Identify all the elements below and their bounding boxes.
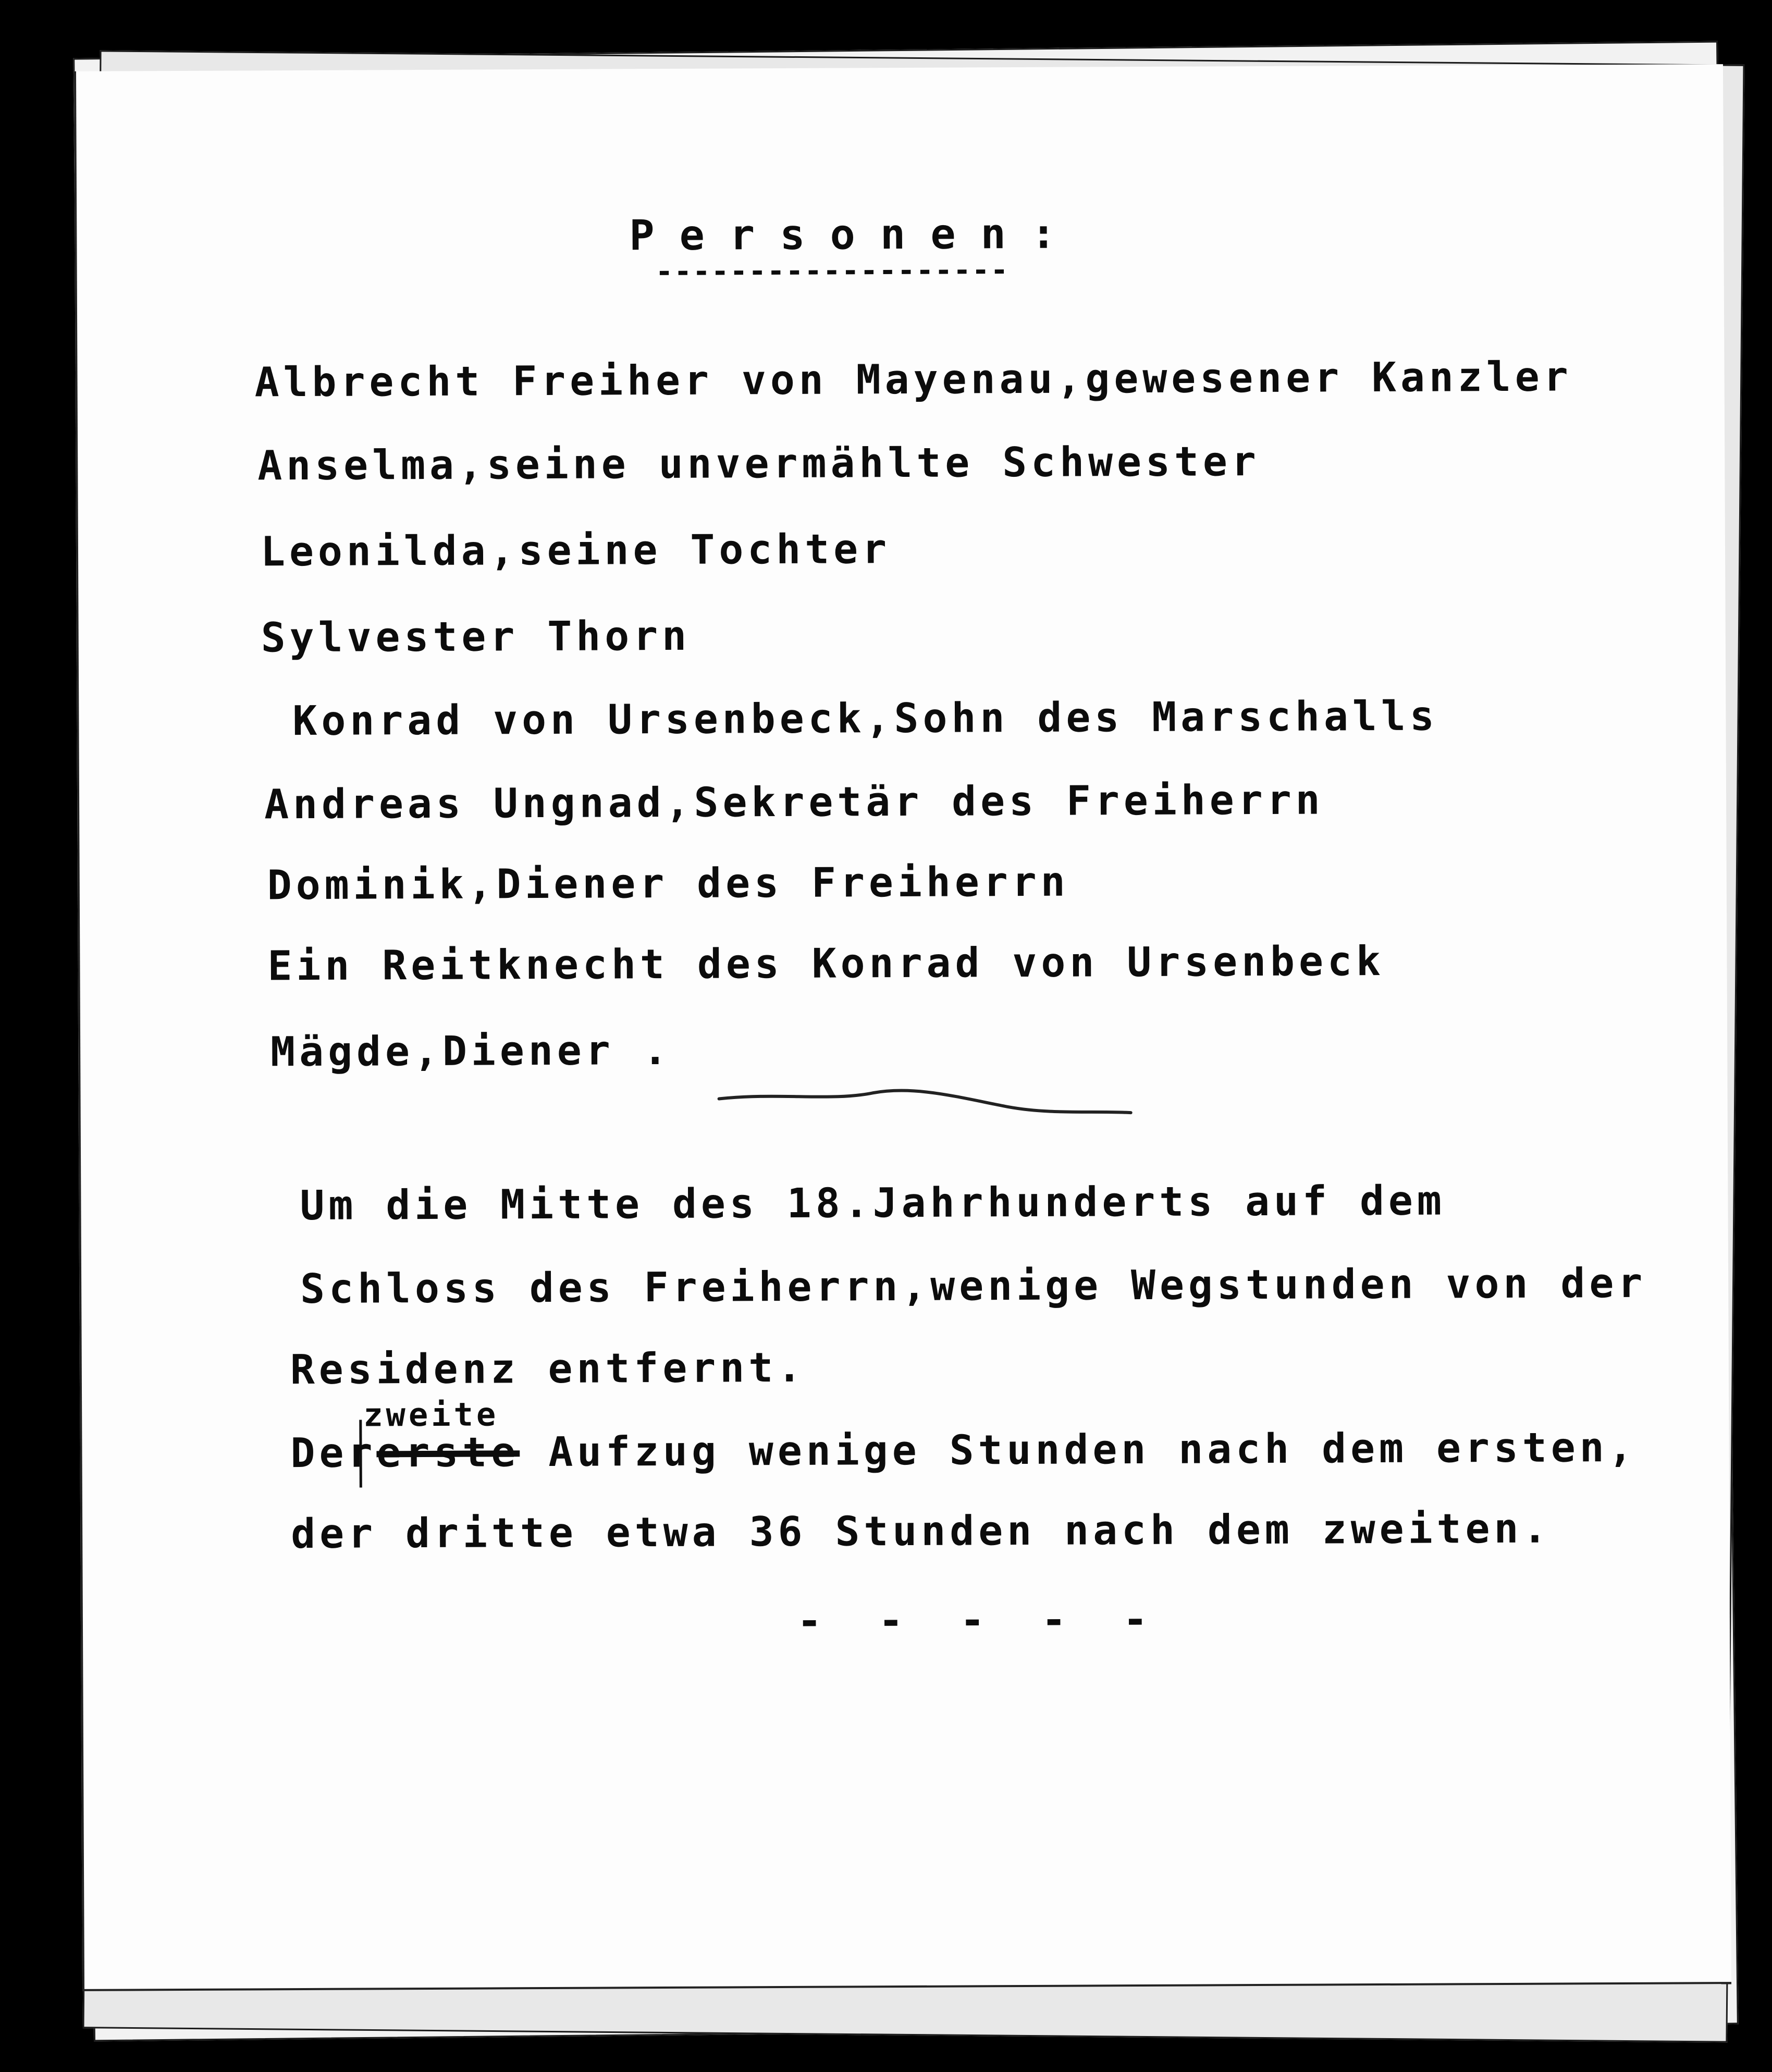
- cast-entry: Albrecht Freiher von Mayenau,gewesener Kanzler: [254, 353, 1572, 406]
- typescript-page: [74, 64, 1731, 1991]
- closing-dashes: - - - - -: [796, 1595, 1164, 1645]
- cast-entry: Leonilda,seine Tochter: [260, 526, 891, 576]
- act-note-rest: Aufzug wenige Stunden nach dem ersten,: [520, 1424, 1637, 1476]
- correction-insert: zweite: [363, 1395, 499, 1434]
- cast-entry: Mägde,Diener .: [270, 1027, 672, 1076]
- setting-line: Residenz entfernt.: [290, 1344, 806, 1394]
- cast-entry: Konrad von Ursenbeck,Sohn des Marschalls: [292, 693, 1439, 745]
- struck-word: erste: [376, 1429, 520, 1477]
- setting-line: der dritte etwa 36 Stunden nach dem zweiten.: [291, 1505, 1552, 1558]
- act-note-prefix: Der: [290, 1429, 377, 1477]
- cast-entry: Andreas Ungnad,Sekretär des Freiherrn: [264, 776, 1324, 829]
- cast-entry: Ein Reitknecht des Konrad von Ursenbeck: [267, 938, 1385, 990]
- cast-entry: Sylvester Thorn: [261, 612, 691, 662]
- setting-line: Um die Mitte des 18.Jahrhunderts auf dem: [300, 1177, 1446, 1230]
- act-note-line: [290, 1424, 1637, 1477]
- cast-entry: Anselma,seine unvermählte Schwester: [257, 438, 1261, 490]
- divider-flourish: [716, 1086, 1133, 1118]
- cast-entry: Dominik,Diener des Freiherrn: [267, 858, 1069, 909]
- page-title: P e r s o n e n :: [629, 209, 1056, 260]
- setting-line: Schloss des Freiherrn,wenige Wegstunden von der: [300, 1260, 1647, 1313]
- title-underline: -------------------: [655, 253, 1010, 289]
